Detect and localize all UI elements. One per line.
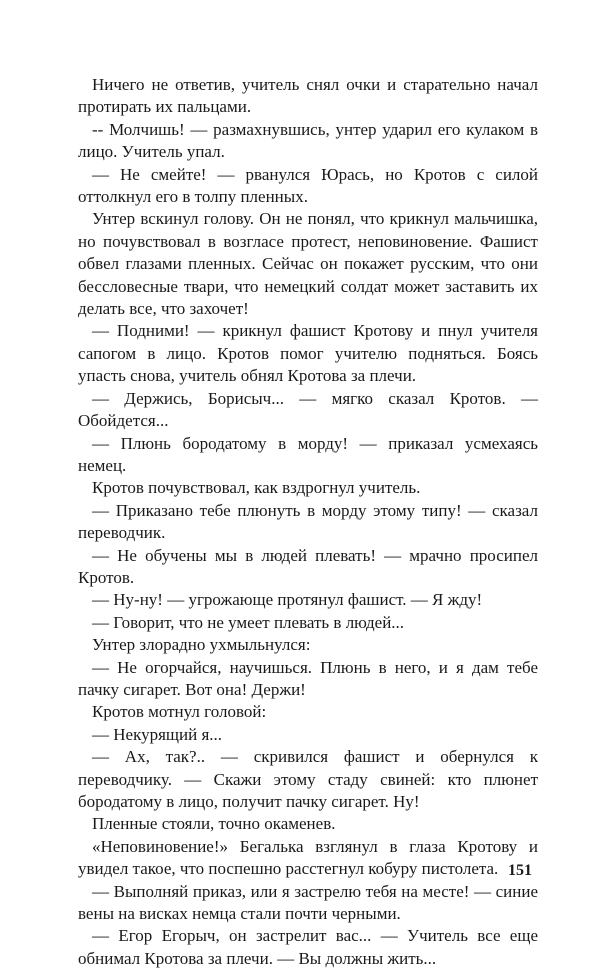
paragraph: — Не обучены мы в людей плевать! — мрачно просипел Кротов. <box>78 545 538 587</box>
paragraph: — Подними! — крикнул фашист Кротову и пнул учителя сапогом в лицо. Кротов помог учителю подняться. Боясь упасть снова, учитель обнял Кротова за плечи. <box>78 321 538 386</box>
paragraph: — Ах, так?.. — скривился фашист и обернулся к переводчику. — Скажи этому стаду свиней: кто плюнет бородатому в лицо, получит пачку сигарет. Ну! <box>78 747 538 811</box>
paragraph: «Неповиновение!» Бегалька взглянул в глаза Кротову и увидел такое, что поспешно расстегнул кобуру пистолета. <box>78 836 538 879</box>
body-text <box>78 74 538 970</box>
paragraph: — Держись, Борисыч... — мягко сказал Кротов. — Обойдется... <box>78 388 538 431</box>
paragraph: — Некурящий я... <box>92 724 223 744</box>
paragraph: Кротов почувствовал, как вздрогнул учитель. <box>92 478 421 498</box>
paragraph: — Плюнь бородатому в морду! — приказал усмехаясь немец. <box>78 433 538 475</box>
page-number: 151 <box>508 862 532 879</box>
paragraph: — Приказано тебе плюнуть в морду этому типу! — сказал переводчик. <box>78 500 538 543</box>
paragraph: Кротов мотнул головой: <box>92 702 267 722</box>
paragraph: — Выполняй приказ, или я застрелю тебя на месте! — синие вены на висках немца стали почти черными. <box>78 881 538 924</box>
paragraph: — Ну-ну! — угрожающе протянул фашист. — Я жду! <box>92 590 483 610</box>
paragraph: — Не смейте! — рванулся Юрась, но Кротов с силой оттолкнул его в толпу пленных. <box>78 164 538 207</box>
paragraph: Унтер злорадно ухмыльнулся: <box>92 635 311 655</box>
paragraph: -- Молчишь! — размахнувшись, унтер ударил его кулаком в лицо. Учитель упал. <box>78 119 538 162</box>
paragraph: Пленные стояли, точно окаменев. <box>92 814 336 834</box>
paragraph: — Егор Егорыч, он застрелит вас... — Учитель все еще обнимал Кротова за плечи. — Вы должны жить... <box>78 926 538 968</box>
paragraph: — Говорит, что не умеет плевать в людей... <box>92 612 405 632</box>
paragraph: Унтер вскинул голову. Он не понял, что крикнул мальчишка, но почувствовал в возгласе протест, неповиновение. Фашист обвел глазами пленных. Сейчас он покажет русским, что они бессловесные твари, что немецкий солдат может заставить их делать все, что захочет! <box>78 209 538 319</box>
paragraph: Ничего не ответив, учитель снял очки и старательно начал протирать их пальцами. <box>78 75 538 117</box>
paragraph: — Не огорчайся, научишься. Плюнь в него, и я дам тебе пачку сигарет. Вот она! Держи! <box>78 657 538 699</box>
